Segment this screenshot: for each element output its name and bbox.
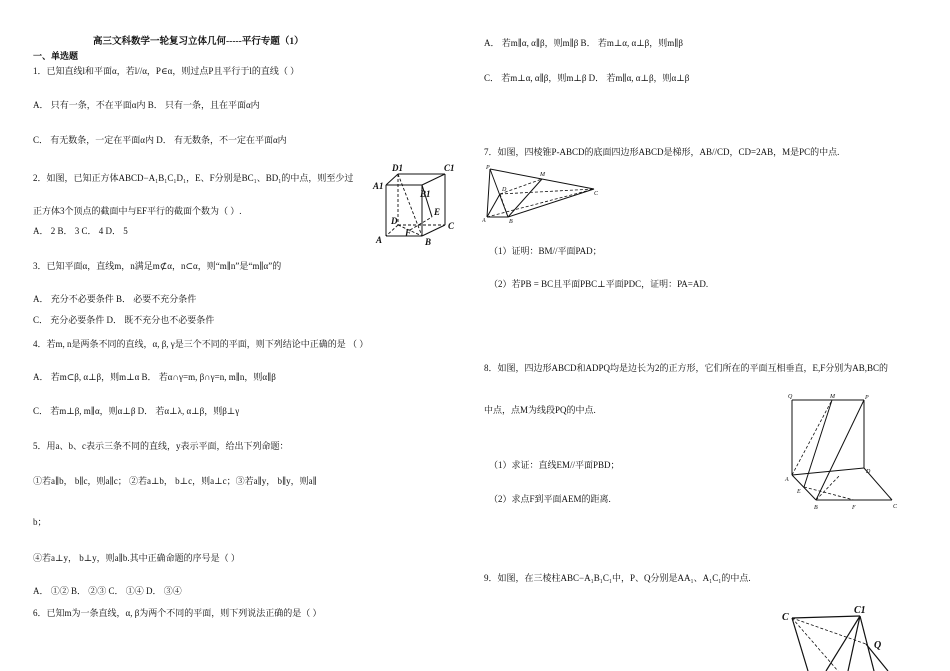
q6-stem: 6．已知m为一条直线，α, β为两个不同的平面，则下列说法正确的是（ ）	[33, 608, 322, 618]
q7-part1: （1）证明：BM//平面PAD；	[489, 246, 602, 256]
q4-options-ab: A． 若m⊂β, α⊥β，则m⊥α B． 若α∩γ=m, β∩γ=n, m∥n，则α∥β	[33, 372, 276, 382]
q1-options-cd: C． 有无数条，一定在平面α内 D． 有无数条，不一定在平面α内	[33, 135, 287, 145]
cube-label: C1	[444, 163, 455, 173]
squares-label: B	[814, 505, 818, 511]
q5-props-line1: ①若a∥b， b∥c，则a∥c； ②若a⊥b， b⊥c，则a⊥c；③若a∥y， b∥y，则a∥	[33, 476, 317, 486]
q5-props-line3: ④若a⊥y， b⊥y，则a∥b.其中正确命题的序号是（ ）	[33, 553, 240, 563]
cube-label: C	[448, 221, 455, 231]
cube-label: D	[391, 216, 398, 226]
prism-figure	[778, 600, 898, 671]
prism-label: C	[782, 612, 789, 623]
q8-part1: （1）求证：直线EM//平面PBD；	[489, 460, 620, 470]
q3-options-ab: A． 充分不必要条件 B． 必要不充分条件	[33, 294, 197, 304]
q4-stem: 4．若m, n是两条不同的直线，α, β, γ是三个不同的平面，则下列结论中正确的是 （ ）	[33, 339, 369, 349]
squares-label: P	[865, 395, 869, 401]
q2-options: A． 2 B． 3 C． 4 D． 5	[33, 226, 128, 236]
q9-stem: 9．如图，在三棱柱ABC−A₁B₁C₁中，P、Q分别是AA₁、A₁C₁的中点.	[484, 573, 751, 583]
squares-label: A	[785, 477, 789, 483]
q8-part2: （2）求点F到平面AEM的距离.	[489, 494, 611, 504]
cube-label: A	[376, 235, 383, 245]
pyramid-label: M	[540, 172, 545, 178]
prism-label: C1	[854, 605, 866, 616]
pyramid-figure	[482, 162, 602, 224]
squares-figure	[780, 390, 910, 516]
cube-figure	[370, 160, 465, 252]
q1-options-ab: A． 只有一条，不在平面α内 B． 只有一条，且在平面α内	[33, 100, 260, 110]
pyramid-label: D	[502, 187, 507, 193]
q8-stem-cont: 中点，点M为线段PQ的中点.	[484, 405, 596, 415]
squares-label: C	[893, 504, 898, 510]
cube-label: D1	[392, 163, 403, 173]
q1-stem: 1．已知直线l和平面α，若l//α，P∈α，则过点P且平行于l的直线（ ）	[33, 66, 300, 76]
cube-label: B1	[420, 189, 431, 199]
q8-stem: 8．如图，四边形ABCD和ADPQ均是边长为2的正方形，它们所在的平面互相垂直，E,F分别为AB,BC的	[484, 363, 889, 373]
pyramid-label: P	[486, 165, 490, 171]
cube-label: B	[425, 237, 432, 247]
q2-stem: 2．如图，已知正方体ABCD−A₁B₁C₁D₁，E、F分别是BC₁、BD₁的中点，则至少过	[33, 173, 354, 183]
q5-options: A． ①② B． ②③ C． ①④ D． ③④	[33, 586, 182, 596]
squares-label: F	[852, 505, 856, 511]
cube-label: E	[434, 207, 441, 217]
pyramid-label: C	[594, 191, 599, 197]
q4-options-cd: C． 若m⊥β, m∥α，则α⊥β D． 若α⊥λ, α⊥β，则β⊥γ	[33, 406, 240, 416]
squares-label: D	[866, 469, 871, 475]
q5-props-line2: b；	[33, 517, 47, 527]
q7-stem: 7．如图，四棱锥P-ABCD的底面四边形ABCD是梯形，AB//CD，CD=2AB，M是PC的中点.	[484, 147, 840, 157]
page-title: 高三文科数学一轮复习立体几何-----平行专题（1）	[93, 37, 304, 47]
cube-label: A1	[373, 181, 384, 191]
q3-options-cd: C． 充分必要条件 D． 既不充分也不必要条件	[33, 315, 215, 325]
prism-label: Q	[874, 640, 882, 651]
section-heading: 一、单选题	[33, 51, 79, 61]
q2-stem-cont: 正方体3个顶点的截面中与EF平行的截面个数为（ ）.	[33, 206, 242, 216]
q5-stem: 5．用a、b、c表示三条不同的直线，y表示平面，给出下列命题：	[33, 441, 289, 451]
q7-part2: （2）若PB = BC且平面PBC⊥平面PDC，证明：PA=AD.	[489, 279, 709, 289]
squares-label: E	[797, 489, 801, 495]
q6-options-ab: A． 若m∥α, α∥β，则m∥β B． 若m⊥α, α⊥β，则m∥β	[484, 38, 683, 48]
q3-stem: 3．已知平面α，直线m，n满足m⊄α，n⊂α，则“m∥n”是“m∥α”的	[33, 261, 282, 271]
q6-options-cd: C． 若m⊥α, α∥β，则m⊥β D． 若m∥α, α⊥β，则α⊥β	[484, 73, 690, 83]
pyramid-label: B	[509, 219, 513, 224]
squares-label: Q	[788, 394, 793, 400]
squares-label: M	[830, 394, 835, 400]
cube-label: F	[405, 228, 412, 238]
pyramid-label: A	[482, 218, 486, 224]
